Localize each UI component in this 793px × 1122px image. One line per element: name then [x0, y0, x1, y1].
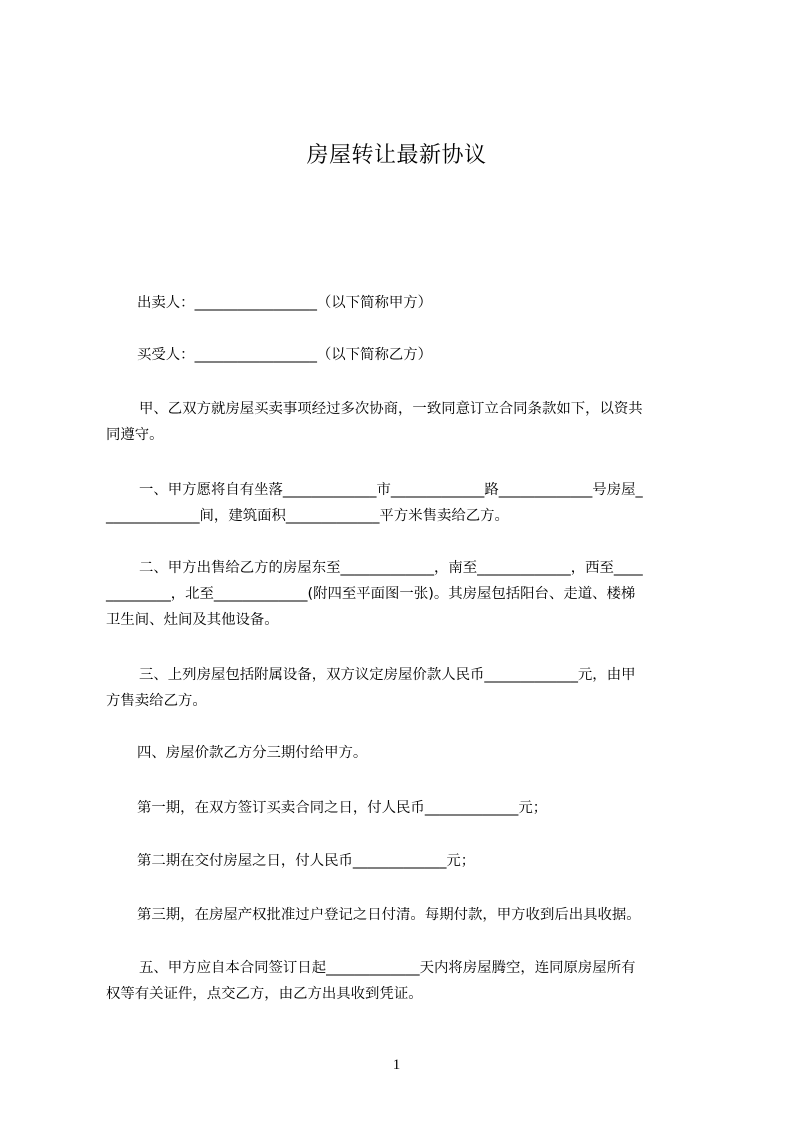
text-line: 四、房屋价款乙方分三期付给甲方。	[137, 745, 368, 761]
text-line: 权等有关证件，点交乙方，由乙方出具收到凭证。	[106, 986, 423, 1002]
clause-3-price	[106, 662, 706, 714]
clause-4-payment	[106, 740, 706, 766]
text-line: _________，北至_____________(附四至平面图一张)。其房屋包括阳台、走道、楼梯	[106, 586, 636, 602]
text-line: 卫生间、灶间及其他设备。	[106, 612, 279, 628]
text-line: 第二期在交付房屋之日，付人民币_____________元；	[137, 853, 476, 869]
text-line: 买受人：_________________（以下简称乙方）	[137, 347, 433, 363]
text-line: 同遵守。	[106, 427, 164, 443]
paragraph-preamble	[106, 396, 706, 448]
payment-phase-3	[106, 902, 706, 928]
text-line: 出卖人：_________________（以下简称甲方）	[137, 295, 433, 311]
document-title: 房屋转让最新协议	[306, 143, 487, 168]
page-number: 1	[392, 1057, 401, 1073]
clause-5-handover	[106, 955, 706, 1007]
text-line: 五、甲方应自本合同签订日起_____________天内将房屋腾空，连同原房屋所有	[139, 960, 636, 976]
payment-phase-1	[106, 795, 706, 821]
text-line: 甲、乙双方就房屋买卖事项经过多次协商，一致同意订立合同条款如下，以资共	[139, 401, 643, 417]
text-line: _____________间，建筑面积_____________平方米售卖给乙方。	[106, 508, 509, 524]
clause-1-location	[106, 477, 706, 529]
clause-2-boundaries	[106, 555, 706, 633]
text-line: 第一期，在双方签订买卖合同之日，付人民币_____________元；	[137, 800, 548, 816]
text-line: 方售卖给乙方。	[106, 693, 207, 709]
text-line: 三、上列房屋包括附属设备，双方议定房屋价款人民币_____________元，由甲	[139, 667, 636, 683]
payment-phase-2	[106, 848, 706, 874]
text-line: 二、甲方出售给乙方的房屋东至_____________，南至_____________，西至____	[139, 560, 643, 576]
text-line: 第三期，在房屋产权批准过户登记之日付清。每期付款，甲方收到后出具收据。	[137, 907, 641, 923]
paragraph-buyer	[106, 342, 706, 368]
text-line: 一、甲方愿将自有坐落_____________市_____________路_____________号房屋_	[139, 482, 643, 498]
paragraph-seller	[106, 290, 706, 316]
